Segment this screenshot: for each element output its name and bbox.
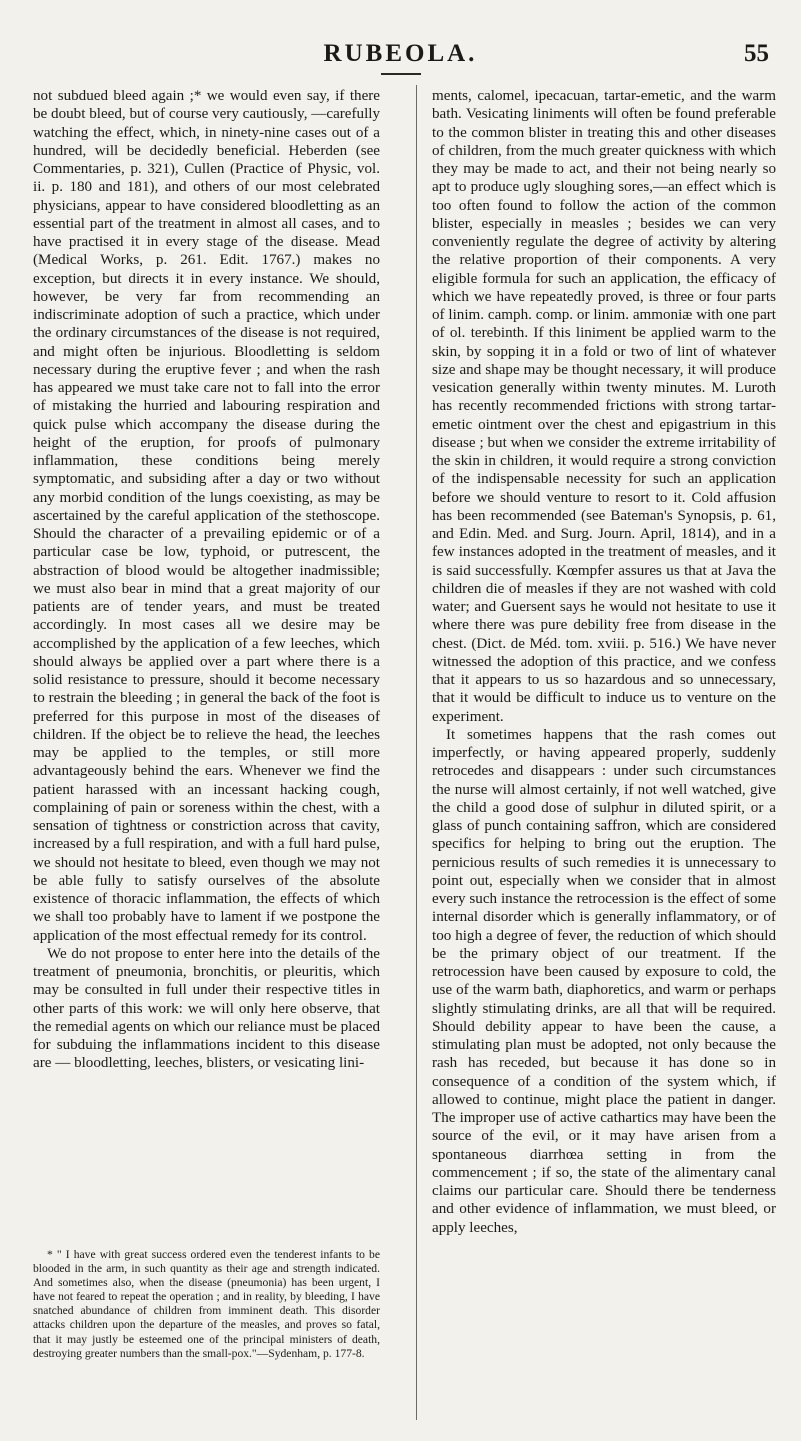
- left-column: [33, 87, 380, 1073]
- right-column: [432, 87, 776, 1237]
- left-paragraph-2: We do not propose to enter here into the details of the treatment of pneumonia, bronchitis, or pleuritis, which may be consulted in full under their respective titles in other parts of this work: we will only here observe, that the remedial agents on which our reliance must be placed for subduing the inflammations incident to this disease are — bloodletting, leeches, blisters, or vesicating lini-: [33, 945, 380, 1072]
- footnote: [33, 1248, 380, 1361]
- right-paragraph-2: It sometimes happens that the rash comes out imperfectly, or having appeared properly, suddenly retrocedes and disappears : under such circumstances the nurse will almost certainly, if not well watched, give the child a good dose of sulphur in diluted spirit, or a glass of punch containing saffron, which are considered specifics for helping to bring out the eruption. The pernicious results of such remedies it is unnecessary to point out, especially when we consider that in almost every such instance the retrocession is the effect of some internal disorder which is generally inflammatory, or of too high a degree of fever, the reduction of which should be the primary object of our treatment. If the retrocession have been caused by exposure to cold, the use of the warm bath, diaphoretics, and warm or perhaps slightly stimulating drinks, are all that will be required. Should debility appear to have been the cause, a stimulating plan must be adopted, not only because the rash has receded, but because it has done so in consequence of a condition of the system which, if allowed to continue, might place the patient in danger. The improper use of active cathartics may have been the source of the evil, or it may have arisen from a spontaneous diarrhœa setting in from the commencement ; if so, the state of the alimentary canal claims our particular care. Should there be tenderness and other evidence of inflammation, we must bleed, or apply leeches,: [432, 726, 776, 1236]
- running-head: [0, 40, 801, 74]
- footnote-text: * " I have with great success ordered even the tenderest infants to be blooded in the arm, in such quantity as their age and strength indicated. And sometimes also, when the disease (pneumonia) has been urgent, I have not feared to repeat the operation ; and in reality, by bleeding, I have snatched abundance of children from imminent death. This disorder attacks children upon the departure of the measles, and proves so fatal, that it may justly be esteemed one of the principal ministers of death, destroying greater numbers than the small-pox."—Sydenham, p. 177-8.: [33, 1248, 380, 1360]
- running-title: RUBEOLA.: [323, 40, 478, 67]
- page-number: 55: [744, 40, 769, 67]
- right-paragraph-1: ments, calomel, ipecacuan, tartar-emetic, and the warm bath. Vesicating liniments will often be found preferable to the common blister in treating this and other diseases of children, from the much greater quickness with which they may be made to act, and their not being nearly so apt to produce ugly sloughing sores,—an effect which is too often found to follow the action of the common blister, especially in measles ; besides we can very conveniently regulate the degree of activity by altering the relative proportion of their components. A very eligible formula for such an application, the efficacy of which we have repeatedly proved, is three or four parts of linim. camph. comp. or linim. ammoniæ with one part of ol. terebinth. If this liniment be applied warm to the skin, by sopping it in a fold or two of lint of whatever size and shape may be thought necessary, it will produce vesication generally within twenty minutes. M. Luroth has recently recommended frictions with strong tartar-emetic ointment over the chest and epigastrium in this disease ; but when we consider the extreme irritability of the skin in children, it would require a strong conviction of the indispensable necessity for such an application before we should venture to resort to it. Cold affusion has been recommended (see Bateman's Synopsis, p. 61, and Edin. Med. and Surg. Journ. April, 1814), and in a few instances adopted in the treatment of measles, and it is said successfully. Kœmpfer assures us that at Java the children die of measles if they are not washed with cold water; and Guersent says he would not hesitate to use it where there was pure debility free from disease in the chest. (Dict. de Méd. tom. xviii. p. 516.) We have never witnessed the adoption of this practice, and we confess that it appears to us so hazardous and so unnecessary, that it would be difficult to induce us to venture on the experiment.: [432, 88, 776, 725]
- left-paragraph-1: not subdued bleed again ;* we would even say, if there be doubt bleed, but of course very cautiously, —carefully watching the effect, which, in ninety-nine cases out of a hundred, will be decidedly beneficial. Heberden (see Commentaries, p. 321), Cullen (Practice of Physic, vol. ii. p. 180 and 181), and others of our most celebrated physicians, appear to have considered bloodletting as an essential part of the treatment in almost all cases, and to have practised it in every stage of the disease. Mead (Medical Works, p. 261. Edit. 1767.) makes no exception, but directs it in every instance. We should, however, be very far from recommending an indiscriminate adoption of such a practice, which under the ordinary circumstances of the disease is not required, and might often be injurious. Bloodletting is seldom necessary during the eruptive fever ; and when the rash has appeared we must take care not to fall into the error of mistaking the hurried and labouring respiration and quick pulse which accompany the disease during the height of the eruption, for proofs of pulmonary inflammation, these conditions being merely symptomatic, and subsiding after a day or two without any morbid condition of the lungs coexisting, as may be ascertained by the careful application of the stethoscope. Should the character of a prevailing epidemic or of a particular case be low, typhoid, or putrescent, the abstraction of blood would be altogether inadmissible; we must also bear in mind that a great majority of our patients are of tender years, and must be treated accordingly. In most cases all we desire may be accomplished by the application of a few leeches, which should always be applied over a part where there is a solid resistance to pressure, should it become necessary to restrain the bleeding ; in general the back of the foot is preferred for this purpose in most of the diseases of children. If the object be to relieve the head, the leeches may be applied to the temples, or still more advantageously behind the ears. Whenever we find the patient harassed with an incessant hacking cough, complaining of pain or soreness within the chest, with a sensation of tightness or constriction across that cavity, increased by a full respiration, and with a full hard pulse, we should not hesitate to bleed, even though we may not be able fully to satisfy ourselves of the absolute existence of thoracic inflammation, the effects of which we shall too probably have to lament if we postpone the application of the most effectual remedy for its control.: [33, 88, 380, 944]
- footnote-separator: [33, 1243, 143, 1244]
- header-ornament-rule: [381, 73, 421, 75]
- column-divider: [416, 85, 417, 1420]
